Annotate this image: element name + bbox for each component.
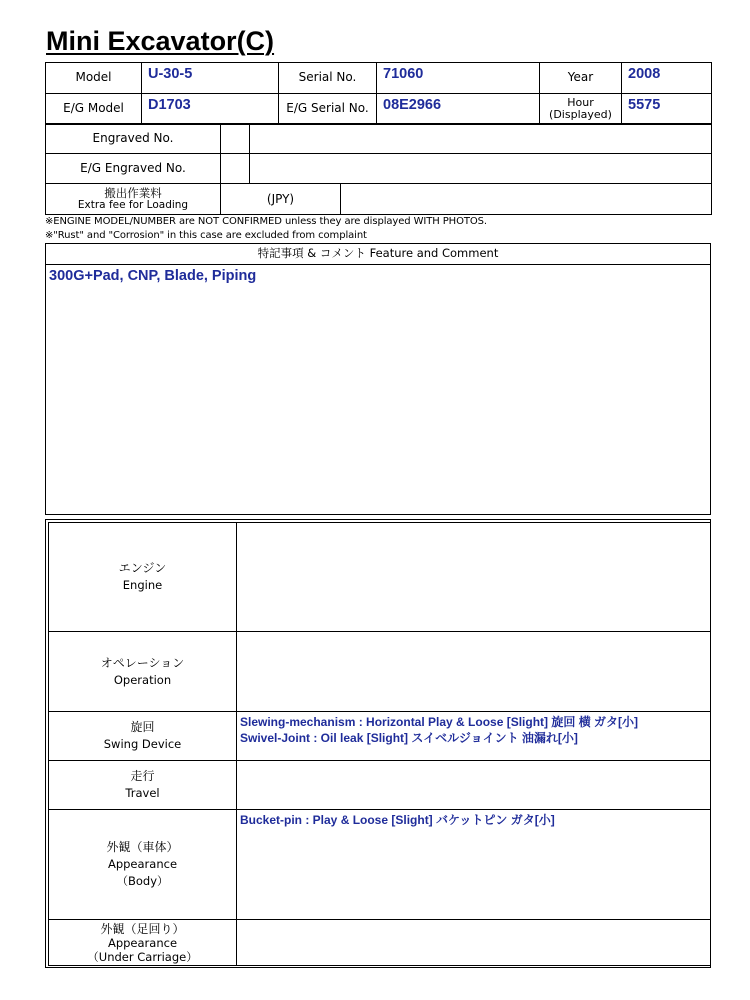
eg-serial-value: 08E2966	[377, 94, 540, 125]
hour-value: 5575	[622, 94, 712, 125]
comment-cell-travel	[237, 761, 711, 810]
category-operation	[49, 632, 237, 712]
inspection-row-undercarriage	[49, 920, 711, 966]
note-engine-model: ※ENGINE MODEL/NUMBER are NOT CONFIRMED unless they are displayed WITH PHOTOS.	[45, 216, 487, 227]
category-jp: 外観（足回り）	[100, 921, 185, 936]
feature-comment-header: 特記事項 & コメント Feature and Comment	[46, 244, 710, 265]
engraved-label: Engraved No.	[46, 124, 221, 154]
serial-value: 71060	[377, 63, 540, 94]
currency-label: (JPY)	[221, 184, 341, 215]
hour-label-line2: (Displayed)	[549, 108, 612, 121]
category-jp: 旋回	[130, 720, 155, 734]
inspection-box	[45, 519, 711, 968]
inspection-row-travel	[49, 761, 711, 810]
comment-cell-operation	[237, 632, 711, 712]
comment-line: Bucket-pin : Play & Loose [Slight] バケットピン ガタ[小]	[240, 813, 555, 827]
feature-comment-text: 300G+Pad, CNP, Blade, Piping	[49, 268, 257, 284]
category-appearance-body	[49, 810, 237, 920]
eg-engraved-check-cell	[221, 154, 250, 184]
inspection-row-appearance-body	[49, 810, 711, 920]
category-jp: オペレーション	[100, 655, 185, 670]
hour-label	[540, 94, 622, 125]
page-title: Mini Excavator(C)	[46, 26, 275, 56]
eg-engraved-label: E/G Engraved No.	[46, 154, 221, 184]
category-jp: 走行	[130, 769, 155, 783]
model-label: Model	[46, 63, 142, 94]
category-jp: エンジン	[118, 561, 167, 575]
category-jp: 外観（車体）	[106, 840, 179, 854]
serial-label: Serial No.	[279, 63, 377, 94]
comment-line: Swivel-Joint : Oil leak [Slight] スイベルジョイント 油漏れ[小]	[240, 731, 578, 745]
extra-fee-label-jp: 搬出作業料	[104, 185, 162, 200]
category-swing	[49, 712, 237, 761]
eg-engraved-value-cell	[250, 154, 712, 184]
extra-fee-label-en: Extra fee for Loading	[77, 198, 189, 211]
category-en: Appearance	[107, 857, 178, 871]
category-undercarriage	[49, 920, 237, 966]
year-value: 2008	[622, 63, 712, 94]
category-en: Operation	[113, 672, 172, 687]
category-en: Appearance	[107, 935, 178, 950]
eg-serial-label: E/G Serial No.	[279, 94, 377, 125]
hour-label-line1: Hour	[567, 96, 594, 109]
comment-cell-appearance-body	[237, 810, 711, 920]
category-en-sub: （Under Carriage）	[87, 949, 198, 964]
comment-line: Slewing-mechanism : Horizontal Play & Loose [Slight] 旋回 横 ガタ[小]	[240, 715, 639, 729]
category-en: Swing Device	[103, 737, 182, 751]
note-rust-corrosion: ※"Rust" and "Corrosion" in this case are excluded from complaint	[45, 230, 367, 241]
extra-fee-label	[46, 184, 221, 215]
inspection-row-engine	[49, 523, 711, 632]
inspection-table	[48, 522, 711, 966]
comment-cell-undercarriage	[237, 920, 711, 966]
engraved-table	[45, 123, 712, 215]
year-label: Year	[540, 63, 622, 94]
eg-model-value: D1703	[142, 94, 279, 125]
feature-comment-box	[45, 243, 711, 515]
extra-fee-value-cell	[341, 184, 712, 215]
engraved-value-cell	[250, 124, 712, 154]
machine-info-table	[45, 62, 712, 125]
comment-cell-swing	[237, 712, 711, 761]
category-en-sub: （Body）	[116, 874, 169, 888]
inspection-row-operation	[49, 632, 711, 712]
inspection-row-swing	[49, 712, 711, 761]
comment-cell-engine	[237, 523, 711, 632]
eg-model-label: E/G Model	[46, 94, 142, 125]
category-travel	[49, 761, 237, 810]
model-value: U-30-5	[142, 63, 279, 94]
category-en: Travel	[125, 786, 160, 800]
category-en: Engine	[122, 578, 163, 592]
category-engine	[49, 523, 237, 632]
engraved-check-cell	[221, 124, 250, 154]
